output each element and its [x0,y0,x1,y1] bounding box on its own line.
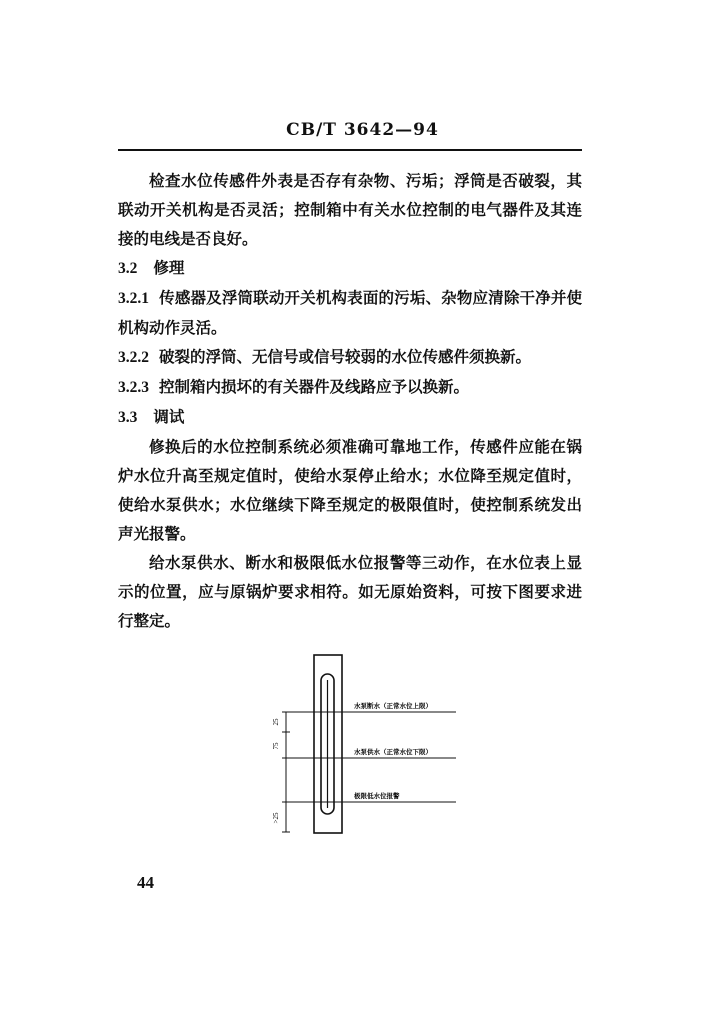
clause-text: 传感器及浮筒联动开关机构表面的污垢、杂物应清除干净并使机构动作灵活。 [118,288,582,337]
paragraph-adjustment: 修换后的水位控制系统必须准确可靠地工作，传感件应能在锅炉水位升高至规定值时，使给水泵停止给水；水位降至规定值时，使给水泵供水；水位继续下降至规定的极限值时，使控制系统发出声光报警。 [118,437,582,543]
dimension-lower: >25 [272,812,280,824]
clause-3-2-2 [118,342,582,372]
paragraph-inspection: 检查水位传感件外表是否存有杂物、污垢；浮筒是否破裂，其联动开关机构是否灵活；控制箱中有关水位控制的电气器件及其连接的电线是否良好。 [118,171,582,248]
section-3-2-heading [118,253,582,283]
water-level-figure [260,650,470,840]
clause-3-2-1 [118,283,582,342]
section-3-3-heading [118,402,582,432]
section-title: 修理 [153,258,185,277]
clause-number: 3.2.1 [118,290,149,307]
clause-number: 3.2.3 [118,379,149,396]
section-title: 调试 [153,407,185,426]
label-low-alarm: 极限低水位报警 [354,792,400,800]
body-text [118,166,582,635]
label-pump-stop: 水泵断水（正常水位上限） [354,702,432,710]
clause-text: 控制箱内损坏的有关器件及线路应予以换新。 [159,377,470,396]
label-pump-supply: 水泵供水（正常水位下限） [354,748,432,756]
dimension-middle: 75 [272,742,280,750]
header-rule [118,149,582,151]
page-number: 44 [137,873,154,892]
dimension-upper: 25 [272,718,280,726]
water-level-diagram [260,650,470,840]
clause-text: 破裂的浮筒、无信号或信号较弱的水位传感件须换新。 [159,347,532,366]
clause-3-2-3 [118,372,582,402]
clause-number: 3.2.2 [118,349,149,366]
standard-header: CB/T 3642—94 [286,120,439,140]
paragraph-setting: 给水泵供水、断水和极限低水位报警等三动作，在水位表上显示的位置，应与原锅炉要求相符。如无原始资料，可按下图要求进行整定。 [118,553,582,630]
section-number: 3.3 [118,409,138,426]
section-number: 3.2 [118,260,138,277]
